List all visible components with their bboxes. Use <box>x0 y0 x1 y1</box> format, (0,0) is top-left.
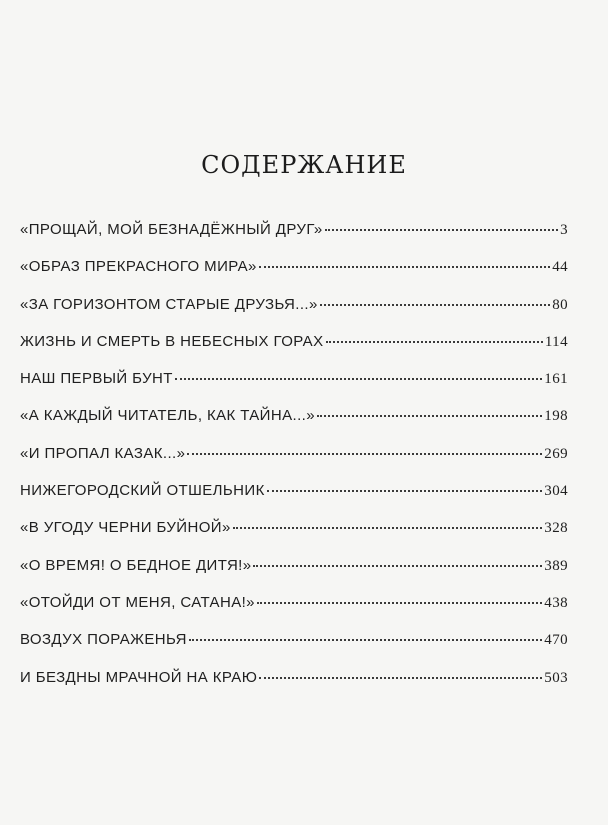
toc-leader-dots <box>259 266 550 268</box>
toc-entry <box>20 445 568 482</box>
toc-entry <box>20 482 568 519</box>
toc-leader-dots <box>259 677 542 679</box>
toc-entry <box>20 296 568 333</box>
toc-entry-title: «В УГОДУ ЧЕРНИ БУЙНОЙ» <box>20 519 231 537</box>
toc-entry <box>20 221 568 258</box>
toc-entry <box>20 631 568 668</box>
toc-entry-page: 80 <box>552 296 568 313</box>
toc-entry-page: 470 <box>544 632 568 649</box>
toc-entry-page: 114 <box>544 333 568 350</box>
toc-leader-dots <box>257 602 542 604</box>
toc-entry-title: «ОТОЙДИ ОТ МЕНЯ, САТАНА!» <box>20 593 255 611</box>
toc-entry <box>20 407 568 444</box>
toc-entry-page: 328 <box>544 520 568 537</box>
toc-entry-title: «А КАЖДЫЙ ЧИТАТЕЛЬ, КАК ТАЙНА...» <box>20 407 315 425</box>
toc-entry-title: «ЗА ГОРИЗОНТОМ СТАРЫЕ ДРУЗЬЯ...» <box>20 295 318 313</box>
toc-entry-title: «ПРОЩАЙ, МОЙ БЕЗНАДЁЖНЫЙ ДРУГ» <box>20 221 323 238</box>
toc-entry-title: НАШ ПЕРВЫЙ БУНТ <box>20 370 173 388</box>
toc-entry-title: ЖИЗНЬ И СМЕРТЬ В НЕБЕСНЫХ ГОРАХ <box>20 332 324 350</box>
toc-leader-dots <box>326 341 543 343</box>
toc-entry-page: 269 <box>544 445 568 462</box>
page-title: СОДЕРЖАНИЕ <box>201 151 407 179</box>
toc-leader-dots <box>189 639 542 641</box>
toc-entry-page: 304 <box>544 483 568 500</box>
toc-leader-dots <box>253 565 542 567</box>
toc-leader-dots <box>233 527 543 529</box>
toc-entry-page: 44 <box>552 259 568 276</box>
toc-entry-page: 438 <box>544 594 568 611</box>
toc-leader-dots <box>325 229 559 231</box>
toc-entry-page: 389 <box>544 557 568 574</box>
toc-entry-title: И БЕЗДНЫ МРАЧНОЙ НА КРАЮ <box>20 668 258 686</box>
toc-leader-dots <box>175 378 542 380</box>
toc-entry-page: 503 <box>544 669 568 686</box>
toc-leader-dots <box>320 304 550 306</box>
toc-entry <box>20 594 568 631</box>
toc-entry-page: 3 <box>560 222 568 238</box>
toc-leader-dots <box>187 453 542 455</box>
toc-entry-page: 161 <box>544 371 568 388</box>
toc-entry-title: ВОЗДУХ ПОРАЖЕНЬЯ <box>20 631 187 649</box>
toc-entry-title: НИЖЕГОРОДСКИЙ ОТШЕЛЬНИК <box>20 482 265 500</box>
toc-leader-dots <box>317 415 542 417</box>
toc-entry <box>20 258 568 295</box>
toc-entry <box>20 669 568 706</box>
toc-entry <box>20 557 568 594</box>
toc-entry-title: «И ПРОПАЛ КАЗАК...» <box>20 444 186 462</box>
toc-entry <box>20 333 568 370</box>
table-of-contents <box>20 221 568 706</box>
toc-entry-title: «ОБРАЗ ПРЕКРАСНОГО МИРА» <box>20 258 257 276</box>
toc-entry <box>20 370 568 407</box>
toc-entry <box>20 519 568 556</box>
toc-entry-title: «О ВРЕМЯ! О БЕДНОЕ ДИТЯ!» <box>20 556 252 574</box>
toc-leader-dots <box>267 490 543 492</box>
toc-entry-page: 198 <box>544 408 568 425</box>
